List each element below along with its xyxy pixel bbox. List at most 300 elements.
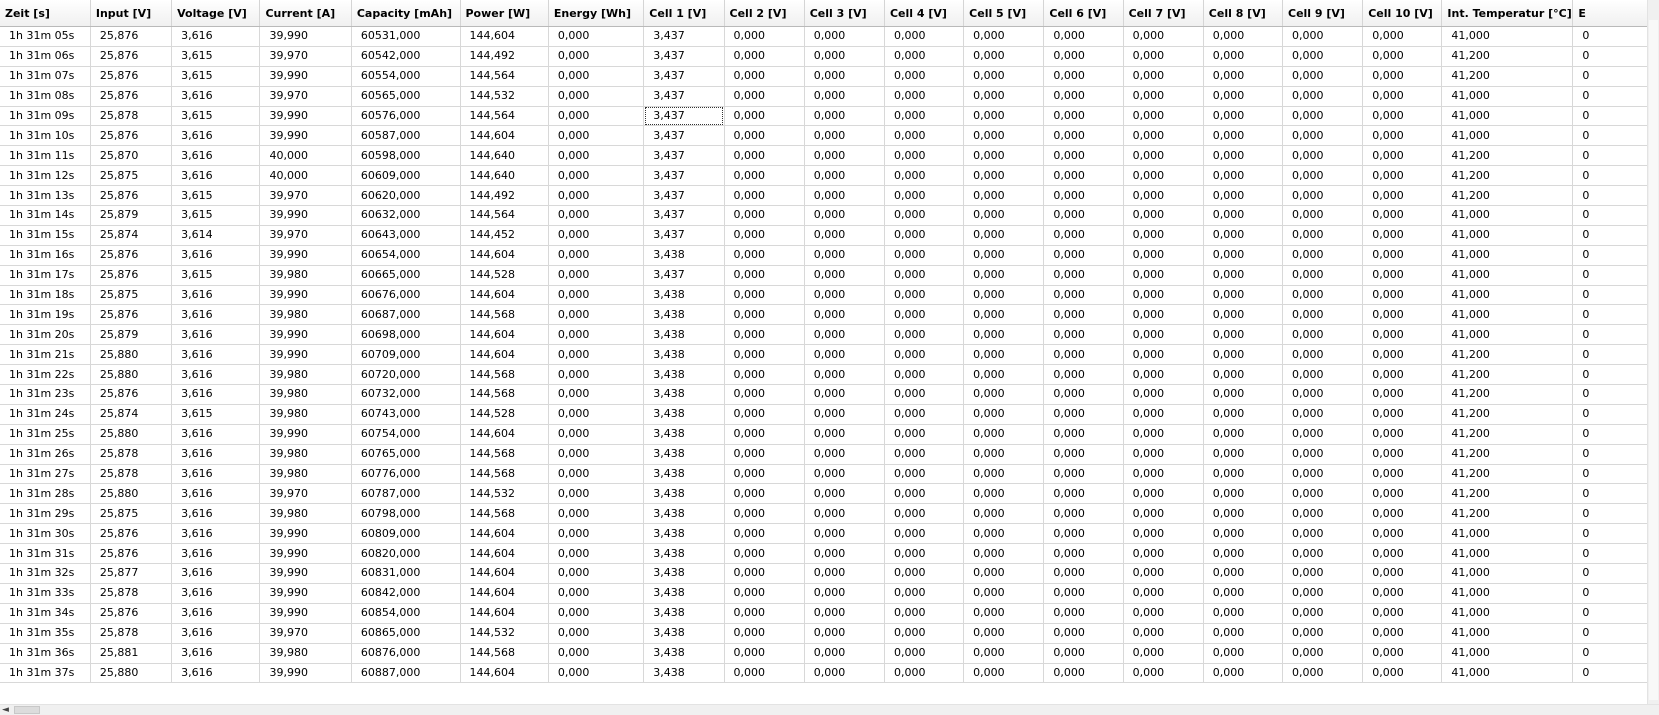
table-row[interactable] [0,305,1648,325]
vertical-scroll-thumb[interactable] [1649,20,1658,700]
table-cell[interactable]: 1h 31m 22s [0,365,90,385]
table-cell[interactable]: 0,000 [1044,385,1123,405]
table-cell[interactable]: 40,000 [260,166,351,186]
table-cell[interactable]: 41,000 [1442,603,1573,623]
table-cell[interactable]: 0,000 [1283,504,1363,524]
table-cell[interactable]: 0 [1573,325,1648,345]
table-cell[interactable]: 0,000 [724,663,804,683]
table-cell[interactable]: 0,000 [1283,484,1363,504]
table-cell[interactable]: 0,000 [548,46,643,66]
table-cell[interactable]: 60542,000 [351,46,460,66]
table-cell[interactable]: 0 [1573,146,1648,166]
table-cell[interactable]: 0,000 [804,564,884,584]
table-cell[interactable]: 3,616 [172,583,260,603]
table-cell[interactable]: 1h 31m 15s [0,225,90,245]
table-cell[interactable]: 0,000 [724,524,804,544]
table-cell[interactable]: 25,874 [90,404,171,424]
table-cell[interactable]: 0,000 [1203,583,1282,603]
table-row[interactable] [0,225,1648,245]
table-row[interactable] [0,146,1648,166]
table-cell[interactable]: 1h 31m 25s [0,424,90,444]
table-cell[interactable]: 0,000 [1363,245,1442,265]
table-cell[interactable]: 0 [1573,245,1648,265]
table-cell[interactable]: 0,000 [548,126,643,146]
table-cell[interactable]: 3,616 [172,166,260,186]
table-cell[interactable]: 0,000 [804,424,884,444]
table-cell[interactable]: 0,000 [1044,603,1123,623]
table-cell[interactable]: 0 [1573,186,1648,206]
table-cell[interactable]: 25,880 [90,424,171,444]
table-row[interactable] [0,186,1648,206]
table-cell[interactable]: 60820,000 [351,544,460,564]
table-cell[interactable]: 1h 31m 28s [0,484,90,504]
table-cell[interactable]: 0,000 [724,86,804,106]
table-cell[interactable]: 0,000 [964,464,1044,484]
table-cell[interactable]: 0 [1573,424,1648,444]
table-cell[interactable]: 0,000 [884,464,963,484]
table-cell[interactable]: 0 [1573,365,1648,385]
table-cell[interactable]: 0,000 [1363,404,1442,424]
table-cell[interactable]: 25,874 [90,225,171,245]
table-row[interactable] [0,166,1648,186]
column-header[interactable]: Cell 4 [V] [884,0,963,27]
table-cell[interactable]: 41,000 [1442,663,1573,683]
table-cell[interactable]: 0,000 [548,66,643,86]
table-cell[interactable]: 0 [1573,544,1648,564]
table-cell[interactable]: 0,000 [1044,365,1123,385]
table-cell[interactable]: 60720,000 [351,365,460,385]
table-cell[interactable]: 0,000 [1363,206,1442,226]
table-cell[interactable]: 3,615 [172,46,260,66]
table-cell[interactable]: 0,000 [964,484,1044,504]
table-cell[interactable]: 0,000 [1363,444,1442,464]
column-header[interactable]: Cell 1 [V] [644,0,724,27]
table-cell[interactable]: 0,000 [548,27,643,47]
table-cell[interactable]: 3,438 [644,524,724,544]
table-cell[interactable]: 0,000 [1203,623,1282,643]
table-cell[interactable]: 0,000 [884,27,963,47]
table-cell[interactable]: 0,000 [1123,484,1203,504]
table-cell[interactable]: 0,000 [548,325,643,345]
table-cell[interactable]: 0,000 [1044,583,1123,603]
table-cell[interactable]: 0,000 [1044,27,1123,47]
table-cell[interactable]: 1h 31m 18s [0,285,90,305]
table-row[interactable] [0,206,1648,226]
table-cell[interactable]: 3,438 [644,365,724,385]
table-cell[interactable]: 25,876 [90,305,171,325]
table-cell[interactable]: 144,604 [460,564,548,584]
table-cell[interactable]: 41,000 [1442,265,1573,285]
table-cell[interactable]: 0,000 [804,544,884,564]
table-cell[interactable]: 3,615 [172,186,260,206]
table-cell[interactable]: 0,000 [548,106,643,126]
table-cell[interactable]: 25,876 [90,265,171,285]
table-cell[interactable]: 3,438 [644,564,724,584]
table-cell[interactable]: 3,437 [644,206,724,226]
table-cell[interactable]: 41,000 [1442,27,1573,47]
table-cell[interactable]: 3,615 [172,404,260,424]
table-cell[interactable]: 60665,000 [351,265,460,285]
table-cell[interactable]: 39,990 [260,106,351,126]
table-cell[interactable]: 3,438 [644,643,724,663]
table-cell[interactable]: 0,000 [1363,583,1442,603]
table-cell[interactable]: 0,000 [1203,27,1282,47]
table-cell[interactable]: 0,000 [724,126,804,146]
table-cell[interactable]: 60687,000 [351,305,460,325]
table-cell[interactable]: 3,438 [644,603,724,623]
table-cell[interactable]: 41,200 [1442,444,1573,464]
table-cell[interactable]: 0,000 [1123,603,1203,623]
table-cell[interactable]: 0,000 [884,524,963,544]
table-cell[interactable]: 39,990 [260,66,351,86]
table-cell[interactable]: 0,000 [1044,663,1123,683]
table-cell[interactable]: 25,878 [90,106,171,126]
table-cell[interactable]: 0,000 [884,106,963,126]
table-row[interactable] [0,285,1648,305]
table-cell[interactable]: 25,881 [90,643,171,663]
table-cell[interactable]: 0,000 [1123,345,1203,365]
table-cell[interactable]: 0,000 [1203,504,1282,524]
table-cell[interactable]: 3,616 [172,27,260,47]
table-cell[interactable]: 0,000 [1044,305,1123,325]
table-cell[interactable]: 0,000 [964,166,1044,186]
table-cell[interactable]: 0,000 [1363,424,1442,444]
table-cell[interactable]: 0,000 [1044,424,1123,444]
table-row[interactable] [0,245,1648,265]
table-cell[interactable]: 3,616 [172,146,260,166]
table-cell[interactable]: 0,000 [1203,424,1282,444]
table-cell[interactable]: 0,000 [1363,106,1442,126]
table-cell[interactable]: 0,000 [1203,564,1282,584]
table-cell[interactable]: 60632,000 [351,206,460,226]
table-cell[interactable]: 1h 31m 35s [0,623,90,643]
table-cell[interactable]: 1h 31m 10s [0,126,90,146]
table-cell[interactable]: 0,000 [724,66,804,86]
table-cell[interactable]: 0,000 [964,623,1044,643]
table-cell[interactable]: 144,604 [460,245,548,265]
table-cell[interactable]: 0,000 [548,564,643,584]
table-cell[interactable]: 41,200 [1442,146,1573,166]
table-cell[interactable]: 25,876 [90,186,171,206]
table-cell[interactable]: 0,000 [548,524,643,544]
table-cell[interactable]: 41,200 [1442,504,1573,524]
table-cell[interactable]: 0,000 [724,385,804,405]
table-cell[interactable]: 144,640 [460,166,548,186]
table-cell[interactable]: 3,438 [644,504,724,524]
table-cell[interactable]: 0,000 [724,46,804,66]
table-cell[interactable]: 0 [1573,166,1648,186]
table-cell[interactable]: 39,980 [260,385,351,405]
table-cell[interactable]: 39,980 [260,365,351,385]
column-header[interactable]: Cell 5 [V] [964,0,1044,27]
table-cell[interactable]: 0,000 [1283,206,1363,226]
table-cell[interactable]: 25,876 [90,245,171,265]
table-cell[interactable]: 41,000 [1442,305,1573,325]
table-cell[interactable]: 0,000 [1203,444,1282,464]
table-cell[interactable]: 0 [1573,225,1648,245]
table-cell[interactable]: 144,528 [460,265,548,285]
table-cell[interactable]: 144,604 [460,325,548,345]
table-cell[interactable]: 3,616 [172,86,260,106]
table-cell[interactable]: 144,564 [460,206,548,226]
table-cell[interactable]: 0,000 [884,305,963,325]
table-cell[interactable]: 0,000 [884,86,963,106]
table-cell[interactable]: 39,970 [260,46,351,66]
table-cell[interactable]: 0,000 [548,245,643,265]
table-cell[interactable]: 25,876 [90,126,171,146]
table-cell[interactable]: 0,000 [548,186,643,206]
table-cell[interactable]: 3,615 [172,106,260,126]
table-cell[interactable]: 3,616 [172,564,260,584]
table-cell[interactable]: 0,000 [1123,225,1203,245]
table-cell[interactable]: 0,000 [804,345,884,365]
table-cell[interactable]: 0,000 [1363,603,1442,623]
table-cell[interactable]: 0,000 [1123,325,1203,345]
table-cell[interactable]: 0,000 [724,464,804,484]
table-cell[interactable]: 1h 31m 30s [0,524,90,544]
table-cell[interactable]: 3,616 [172,623,260,643]
table-cell[interactable]: 0,000 [1283,623,1363,643]
table-cell[interactable]: 0,000 [1363,285,1442,305]
table-cell[interactable]: 25,876 [90,46,171,66]
table-cell[interactable]: 41,200 [1442,404,1573,424]
table-cell[interactable]: 0,000 [884,663,963,683]
table-row[interactable] [0,126,1648,146]
column-header[interactable]: Power [W] [460,0,548,27]
table-cell[interactable]: 0,000 [884,225,963,245]
column-header[interactable]: Cell 3 [V] [804,0,884,27]
table-cell[interactable]: 0,000 [724,285,804,305]
table-cell[interactable]: 0,000 [1044,484,1123,504]
table-cell[interactable]: 0,000 [1283,404,1363,424]
table-cell[interactable]: 0,000 [1203,345,1282,365]
table-cell[interactable]: 60854,000 [351,603,460,623]
table-cell[interactable]: 0,000 [884,206,963,226]
table-cell[interactable]: 1h 31m 20s [0,325,90,345]
table-cell[interactable]: 0,000 [1203,385,1282,405]
table-cell[interactable]: 0 [1573,345,1648,365]
table-cell[interactable]: 144,492 [460,46,548,66]
table-cell[interactable]: 0,000 [1283,564,1363,584]
table-cell[interactable]: 60743,000 [351,404,460,424]
table-cell[interactable]: 0,000 [1123,444,1203,464]
table-cell[interactable]: 0,000 [804,623,884,643]
table-cell[interactable]: 0,000 [1044,46,1123,66]
table-cell[interactable]: 3,438 [644,325,724,345]
table-cell[interactable]: 25,879 [90,206,171,226]
table-cell[interactable]: 0 [1573,305,1648,325]
table-cell[interactable]: 0,000 [1363,663,1442,683]
table-cell[interactable]: 0,000 [884,345,963,365]
table-cell[interactable]: 0,000 [1203,206,1282,226]
table-cell[interactable]: 0 [1573,106,1648,126]
table-cell[interactable]: 0,000 [1044,345,1123,365]
table-cell[interactable]: 0,000 [1283,66,1363,86]
table-cell[interactable]: 0,000 [1123,464,1203,484]
table-cell[interactable]: 1h 31m 14s [0,206,90,226]
column-header[interactable]: Zeit [s] [0,0,90,27]
table-cell[interactable]: 0,000 [964,285,1044,305]
table-cell[interactable]: 0,000 [804,583,884,603]
table-cell[interactable]: 0,000 [964,27,1044,47]
table-cell[interactable]: 41,000 [1442,325,1573,345]
table-cell[interactable]: 0,000 [1283,424,1363,444]
table-cell[interactable]: 144,568 [460,365,548,385]
table-cell[interactable]: 1h 31m 07s [0,66,90,86]
table-cell[interactable]: 0,000 [1283,186,1363,206]
table-cell[interactable]: 0,000 [804,325,884,345]
table-cell[interactable]: 3,615 [172,206,260,226]
table-cell[interactable]: 3,438 [644,623,724,643]
table-cell[interactable]: 144,568 [460,305,548,325]
table-cell[interactable]: 0,000 [884,564,963,584]
table-cell[interactable]: 39,990 [260,325,351,345]
table-cell[interactable]: 0,000 [1044,186,1123,206]
table-cell[interactable]: 0,000 [804,484,884,504]
table-cell[interactable]: 0,000 [548,404,643,424]
table-cell[interactable]: 60876,000 [351,643,460,663]
table-cell[interactable]: 0,000 [1044,265,1123,285]
table-cell[interactable]: 0 [1573,404,1648,424]
table-cell[interactable]: 39,990 [260,603,351,623]
table-cell[interactable]: 0,000 [804,225,884,245]
table-cell[interactable]: 0,000 [724,583,804,603]
table-cell[interactable]: 0,000 [1283,325,1363,345]
table-cell[interactable]: 0,000 [1363,126,1442,146]
column-header[interactable]: Current [A] [260,0,351,27]
table-cell[interactable]: 0,000 [724,603,804,623]
table-cell[interactable]: 60698,000 [351,325,460,345]
table-cell[interactable]: 0,000 [1363,365,1442,385]
table-cell[interactable]: 0,000 [1123,86,1203,106]
table-cell[interactable]: 144,564 [460,106,548,126]
table-cell[interactable]: 0,000 [548,285,643,305]
table-cell[interactable]: 60576,000 [351,106,460,126]
column-header[interactable]: Capacity [mAh] [351,0,460,27]
table-cell[interactable]: 0 [1573,564,1648,584]
table-cell[interactable]: 144,492 [460,186,548,206]
table-cell[interactable]: 0,000 [804,46,884,66]
table-cell[interactable]: 41,000 [1442,583,1573,603]
table-cell[interactable]: 60798,000 [351,504,460,524]
table-cell[interactable]: 3,437 [644,186,724,206]
table-row[interactable] [0,583,1648,603]
table-cell[interactable]: 0,000 [548,544,643,564]
table-cell[interactable]: 41,200 [1442,186,1573,206]
table-cell[interactable]: 0,000 [1123,46,1203,66]
table-cell[interactable]: 1h 31m 08s [0,86,90,106]
table-cell[interactable]: 0,000 [1123,424,1203,444]
table-cell[interactable]: 3,438 [644,484,724,504]
table-cell[interactable]: 0 [1573,46,1648,66]
table-cell[interactable]: 3,616 [172,464,260,484]
column-header[interactable]: Cell 9 [V] [1283,0,1363,27]
table-cell[interactable]: 0,000 [548,225,643,245]
table-cell[interactable]: 60531,000 [351,27,460,47]
table-cell[interactable]: 60754,000 [351,424,460,444]
table-cell[interactable]: 0,000 [1044,146,1123,166]
table-cell[interactable]: 60787,000 [351,484,460,504]
table-cell[interactable]: 1h 31m 13s [0,186,90,206]
table-row[interactable] [0,385,1648,405]
table-cell[interactable]: 0,000 [1203,46,1282,66]
table-cell[interactable]: 0,000 [964,225,1044,245]
table-cell[interactable]: 3,438 [644,345,724,365]
table-cell[interactable]: 25,880 [90,345,171,365]
table-cell[interactable]: 3,615 [172,66,260,86]
table-cell[interactable]: 3,615 [172,265,260,285]
table-cell[interactable]: 0,000 [1123,106,1203,126]
table-cell[interactable]: 0,000 [724,345,804,365]
table-cell[interactable]: 0,000 [1283,305,1363,325]
table-cell[interactable]: 39,990 [260,564,351,584]
table-cell[interactable]: 0,000 [1283,385,1363,405]
table-cell[interactable]: 1h 31m 27s [0,464,90,484]
table-cell[interactable]: 39,980 [260,404,351,424]
table-cell[interactable]: 0,000 [724,623,804,643]
table-cell[interactable]: 0,000 [1283,225,1363,245]
table-cell[interactable]: 0,000 [884,325,963,345]
table-cell[interactable]: 0,000 [724,166,804,186]
table-cell[interactable]: 0,000 [1283,365,1363,385]
table-cell[interactable]: 0,000 [1203,464,1282,484]
column-header[interactable]: Int. Temperatur [°C] [1442,0,1573,27]
table-cell[interactable]: 39,980 [260,444,351,464]
table-cell[interactable]: 25,875 [90,166,171,186]
table-cell[interactable]: 0,000 [884,365,963,385]
table-cell[interactable]: 41,000 [1442,245,1573,265]
table-row[interactable] [0,424,1648,444]
table-cell[interactable]: 1h 31m 05s [0,27,90,47]
table-cell[interactable]: 0,000 [1363,484,1442,504]
table-cell[interactable]: 0,000 [548,385,643,405]
table-cell[interactable]: 60598,000 [351,146,460,166]
table-cell[interactable]: 0,000 [804,444,884,464]
table-cell[interactable]: 0,000 [1044,444,1123,464]
table-cell[interactable]: 0,000 [1363,225,1442,245]
table-cell[interactable]: 0,000 [1363,345,1442,365]
table-cell[interactable]: 1h 31m 24s [0,404,90,424]
table-cell[interactable]: 3,437 [644,126,724,146]
table-cell[interactable]: 0,000 [1363,186,1442,206]
table-cell[interactable]: 60676,000 [351,285,460,305]
table-cell[interactable]: 0,000 [1283,524,1363,544]
table-cell[interactable]: 25,880 [90,484,171,504]
table-cell[interactable]: 60842,000 [351,583,460,603]
table-cell[interactable]: 0,000 [964,345,1044,365]
table-cell[interactable]: 0,000 [1363,46,1442,66]
table-cell[interactable]: 0,000 [1363,544,1442,564]
table-cell[interactable]: 41,000 [1442,524,1573,544]
table-cell[interactable]: 0,000 [1044,325,1123,345]
table-cell[interactable]: 0,000 [964,126,1044,146]
table-cell[interactable]: 41,200 [1442,424,1573,444]
table-cell[interactable]: 0,000 [1203,86,1282,106]
table-cell[interactable]: 41,200 [1442,166,1573,186]
table-cell[interactable]: 0,000 [1044,86,1123,106]
table-cell[interactable]: 3,438 [644,305,724,325]
table-cell[interactable]: 0,000 [884,146,963,166]
table-cell[interactable]: 0,000 [724,504,804,524]
table-cell[interactable]: 25,876 [90,544,171,564]
table-cell[interactable]: 3,437 [644,66,724,86]
table-cell[interactable]: 3,616 [172,325,260,345]
table-cell[interactable]: 144,604 [460,424,548,444]
table-cell[interactable]: 39,990 [260,285,351,305]
table-cell[interactable]: 3,616 [172,305,260,325]
table-cell[interactable]: 41,000 [1442,564,1573,584]
table-cell[interactable]: 39,990 [260,424,351,444]
